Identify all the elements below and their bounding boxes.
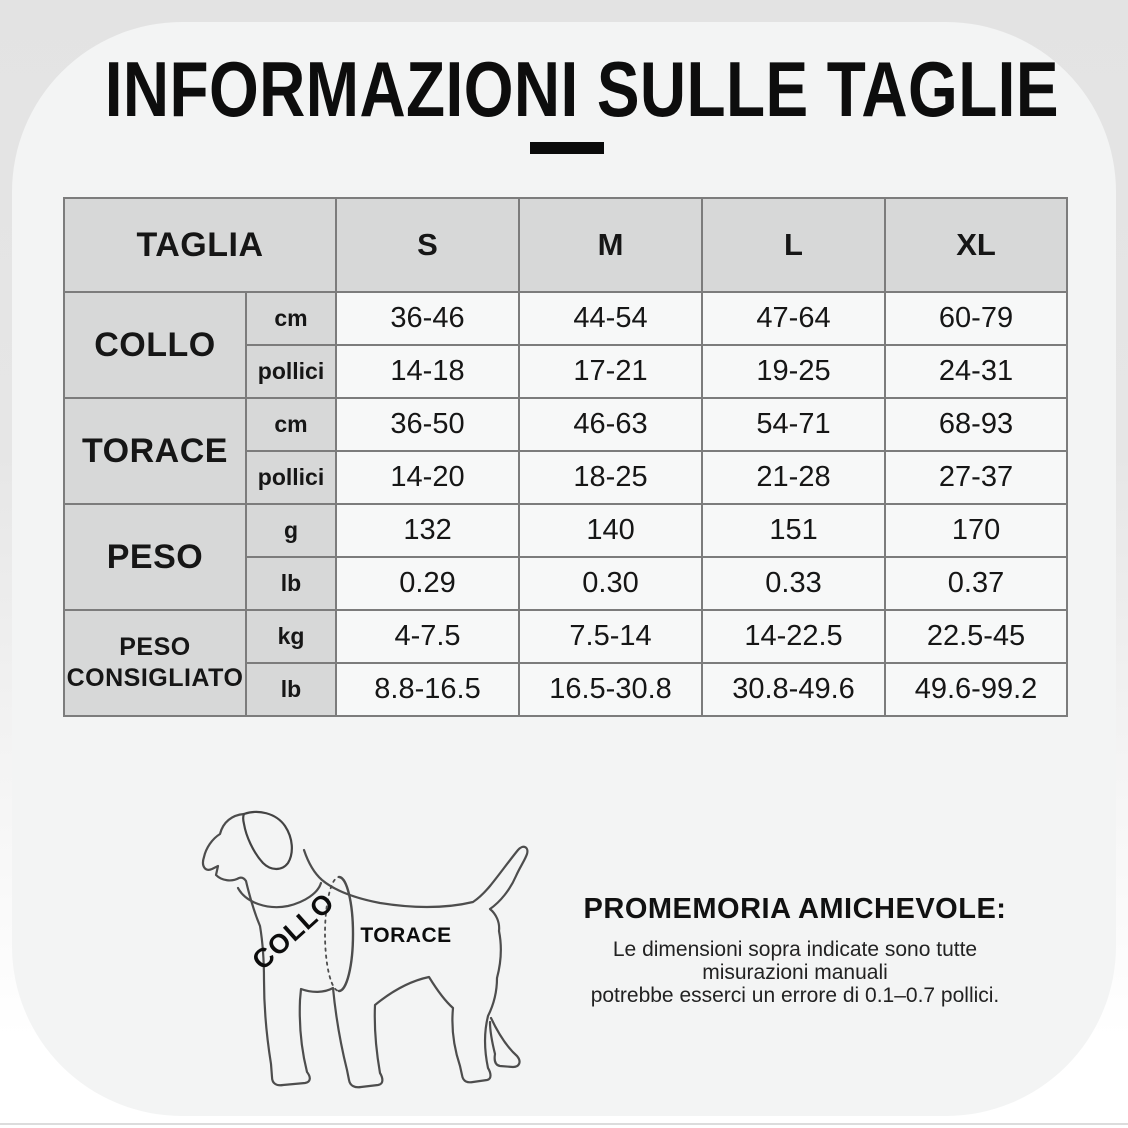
table-row (64, 292, 1067, 345)
title-container (0, 44, 1128, 135)
table-corner-cell: TAGLIA (64, 198, 336, 292)
size-value-cell: 0.30 (519, 557, 702, 610)
unit-cell: lb (246, 557, 336, 610)
dog-ear (243, 812, 292, 869)
size-value-cell: 170 (885, 504, 1067, 557)
size-value-cell: 0.37 (885, 557, 1067, 610)
size-header-cell: M (519, 198, 702, 292)
size-value-cell: 49.6-99.2 (885, 663, 1067, 716)
unit-cell: pollici (246, 451, 336, 504)
note-line: potrebbe esserci un errore di 0.1–0.7 pollici. (590, 984, 1000, 1007)
size-value-cell: 22.5-45 (885, 610, 1067, 663)
unit-cell: cm (246, 292, 336, 345)
size-value-cell: 4-7.5 (336, 610, 519, 663)
size-value-cell: 30.8-49.6 (702, 663, 885, 716)
unit-cell: cm (246, 398, 336, 451)
size-value-cell: 151 (702, 504, 885, 557)
size-value-cell: 7.5-14 (519, 610, 702, 663)
size-value-cell: 60-79 (885, 292, 1067, 345)
size-value-cell: 47-64 (702, 292, 885, 345)
section-label-cell: PESO CONSIGLIATO (64, 610, 246, 716)
size-value-cell: 16.5-30.8 (519, 663, 702, 716)
section-label-cell: PESO (64, 504, 246, 610)
size-value-cell: 14-20 (336, 451, 519, 504)
size-value-cell: 24-31 (885, 345, 1067, 398)
title-underline-dash (530, 142, 604, 154)
unit-cell: kg (246, 610, 336, 663)
neck-label: COLLO (246, 886, 341, 976)
dog-measurement-diagram (182, 782, 564, 1120)
size-header-cell: L (702, 198, 885, 292)
note-line: Le dimensioni sopra indicate sono tutte (612, 938, 978, 961)
size-value-cell: 14-18 (336, 345, 519, 398)
size-header-cell: S (336, 198, 519, 292)
size-value-cell: 19-25 (702, 345, 885, 398)
page-title: INFORMAZIONI SULLE TAGLIE (104, 45, 1059, 133)
table-row (64, 504, 1067, 557)
unit-cell: pollici (246, 345, 336, 398)
note-heading: PROMEMORIA AMICHEVOLE: (583, 893, 1007, 925)
size-value-cell: 68-93 (885, 398, 1067, 451)
size-value-cell: 36-50 (336, 398, 519, 451)
size-value-cell: 36-46 (336, 292, 519, 345)
size-value-cell: 54-71 (702, 398, 885, 451)
reminder-note (550, 893, 1040, 1007)
unit-cell: g (246, 504, 336, 557)
note-line: misurazioni manuali (702, 961, 888, 984)
section-label-cell: TORACE (64, 398, 246, 504)
size-value-cell: 46-63 (519, 398, 702, 451)
size-value-cell: 17-21 (519, 345, 702, 398)
bottom-divider (0, 1123, 1128, 1125)
chest-label: TORACE (360, 924, 452, 947)
size-value-cell: 0.33 (702, 557, 885, 610)
dog-far-rear-leg (490, 1018, 520, 1067)
size-value-cell: 18-25 (519, 451, 702, 504)
size-value-cell: 21-28 (702, 451, 885, 504)
size-value-cell: 132 (336, 504, 519, 557)
size-table (63, 197, 1068, 717)
size-value-cell: 27-37 (885, 451, 1067, 504)
section-label-cell: COLLO (64, 292, 246, 398)
unit-cell: lb (246, 663, 336, 716)
table-row (64, 610, 1067, 663)
size-value-cell: 140 (519, 504, 702, 557)
size-value-cell: 8.8-16.5 (336, 663, 519, 716)
table-header-row (64, 198, 1067, 292)
size-value-cell: 0.29 (336, 557, 519, 610)
size-value-cell: 44-54 (519, 292, 702, 345)
size-value-cell: 14-22.5 (702, 610, 885, 663)
size-header-cell: XL (885, 198, 1067, 292)
table-row (64, 398, 1067, 451)
